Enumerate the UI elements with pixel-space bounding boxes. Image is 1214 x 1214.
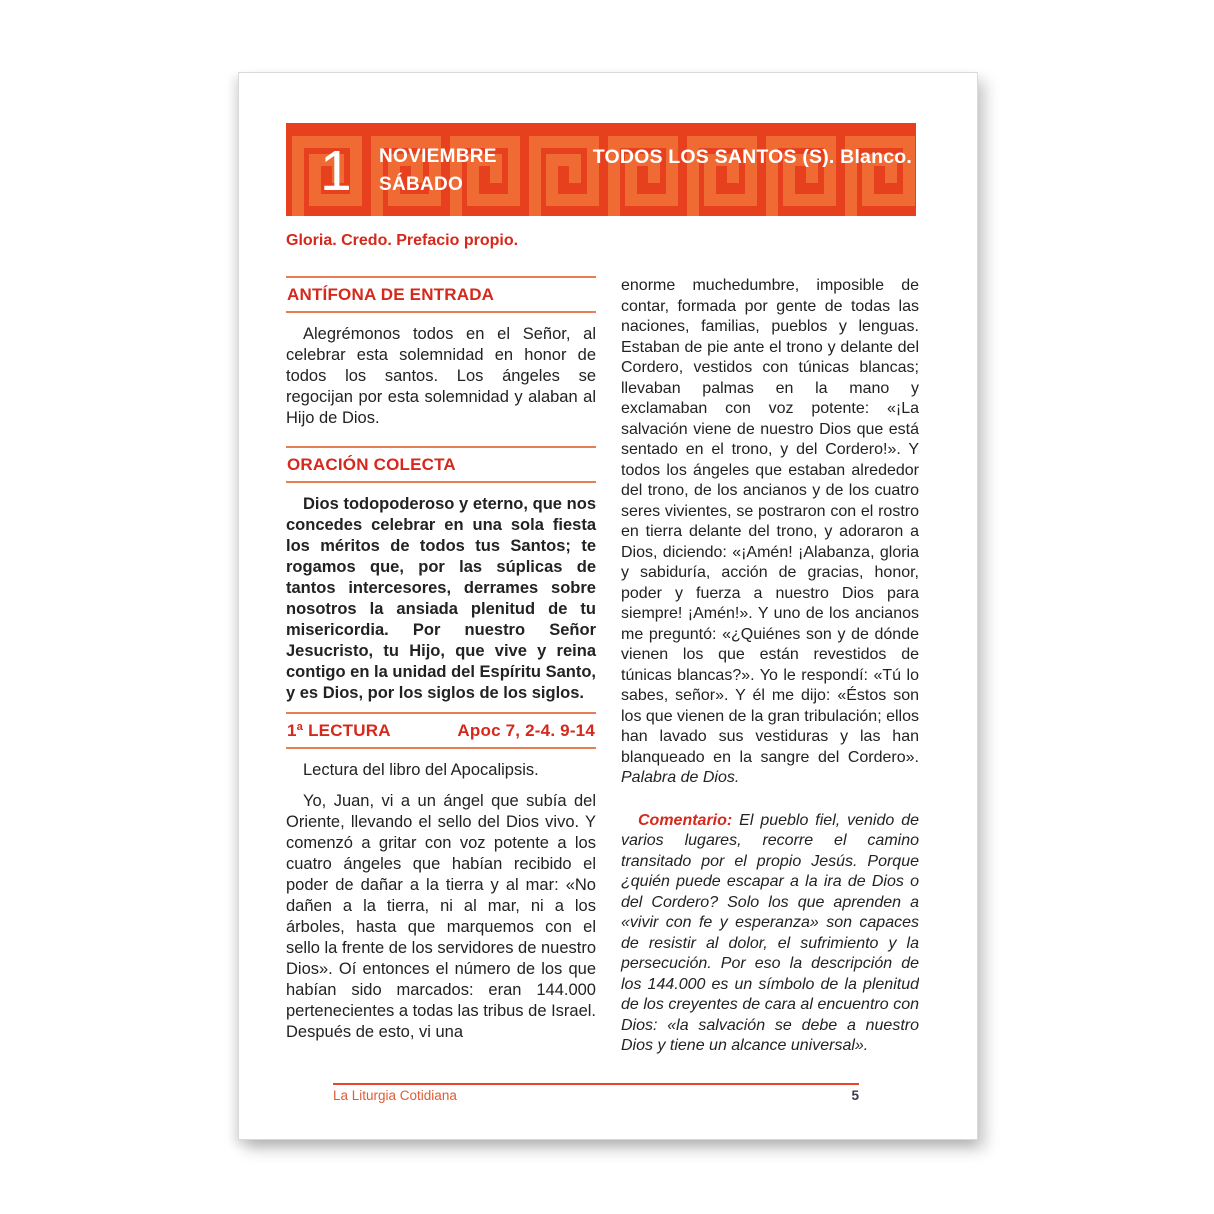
footer-row (333, 1085, 859, 1103)
page-number: 5 (851, 1088, 859, 1103)
antifona-body: Alegrémonos todos en el Señor, al celebrar esta solemnidad en honor de todos los santos. Los ángeles se regocijan por esta solemnidad y alaban al Hijo de Dios. (286, 325, 596, 427)
feast-title: TODOS LOS SANTOS (S). Blanco. (592, 146, 912, 168)
lectura-title: 1ª LECTURA (287, 721, 391, 740)
page-footer (333, 1083, 859, 1103)
right-column (621, 276, 919, 1092)
weekday-label: SÁBADO (379, 174, 464, 195)
antifona-title: ANTÍFONA DE ENTRADA (287, 285, 495, 304)
lectura-heading (286, 712, 596, 749)
month-label: NOVIEMBRE (379, 146, 497, 167)
header-band-overlay (286, 123, 916, 216)
comentario-body: El pueblo fiel, venido de varios lugares, recorre el camino transitado por el propio Jesús. Porque ¿quién puede escapar a la ira de Dios o del Cordero? Solo los que aprenden a «vivir con fe y esperanza» son capaces de resistir al dolor, el sufrimiento y la persecución. Por eso la descripción de los 144.000 es un símbolo de la plenitud de los creyentes de cara al encuentro con Dios: «la salvación se debe a nuestro Dios y tiene un alcance universal». (621, 811, 919, 1054)
book-title: La Liturgia Cotidiana (333, 1088, 457, 1103)
lectura-body-right (621, 276, 919, 789)
comentario-label: Comentario: (638, 811, 733, 829)
text-columns (286, 276, 919, 1092)
comentario-paragraph (621, 811, 919, 1057)
lectura-reference: Apoc 7, 2-4. 9-14 (457, 721, 595, 740)
lectura-closing: Palabra de Dios. (621, 769, 740, 786)
antifona-heading (286, 276, 596, 313)
lectura-body-left: Yo, Juan, vi a un ángel que subía del Oriente, llevando el sello del Dios vivo. Y comenzó a gritar con voz potente a los cuatro ángeles que habían recibido el poder de dañar a la tierra y al mar: «No dañen a la tierra, ni al mar, ni a los árboles, hasta que marquemos con el sello la frente de los servidores de nuestro Dios». Oí entonces el número de los que habían sido marcados: eran 144.000 pertenecientes a todas las tribus de Israel. Después de esto, vi una (286, 792, 597, 1041)
page-content (286, 73, 919, 1139)
lectura-body-right-text: enorme muchedumbre, imposible de contar, formada por gente de todas las naciones, familias, pueblos y lenguas. Estaban de pie ante el trono y delante del Cordero, vestidos con túnicas blancas; llevaban palmas en la mano y exclamaban con voz potente: «¡La salvación viene de nuestro Dios que está sentado en el trono, y del Cordero!». Y todos los ángeles que estaban alrededor del trono, de los ancianos y de los cuatro seres vivientes, se postraron con el rostro en tierra delante del trono, y adoraron a Dios, diciendo: «¡Amén! ¡Alabanza, gloria y sabiduría, acción de gracias, honor, poder y fuerza a nuestro Dios para siempre! ¡Amén!». Y uno de los ancianos me preguntó: «¿Quiénes son y de dónde vienen los que están revestidos de túnicas blancas?». Yo le respondí: «Tú lo sabes, señor». Y él me dijo: «Éstos son los que vienen de la gran tribulación; ellos han lavado sus vestiduras y las han blanqueado en la sangre del Cordero». (621, 277, 919, 766)
day-number: 1 (320, 139, 350, 203)
colecta-title: ORACIÓN COLECTA (287, 455, 456, 474)
rubric-text: Gloria. Credo. Prefacio propio. (286, 232, 519, 249)
colecta-heading (286, 446, 596, 483)
left-column (286, 276, 596, 1092)
header-band (286, 123, 916, 216)
lectura-intro: Lectura del libro del Apocalipsis. (303, 761, 539, 779)
colecta-body: Dios todopoderoso y eterno, que nos concedes celebrar en una sola fiesta los méritos de todos tus Santos; te rogamos que, por las súplicas de tantos intercesores, derrames sobre nosotros la ansiada plenitud de tu misericordia. Por nuestro Señor Jesucristo, tu Hijo, que vive y reina contigo en la unidad del Espíritu Santo, y es Dios, por los siglos de los siglos. (286, 495, 596, 702)
book-page (238, 72, 978, 1140)
